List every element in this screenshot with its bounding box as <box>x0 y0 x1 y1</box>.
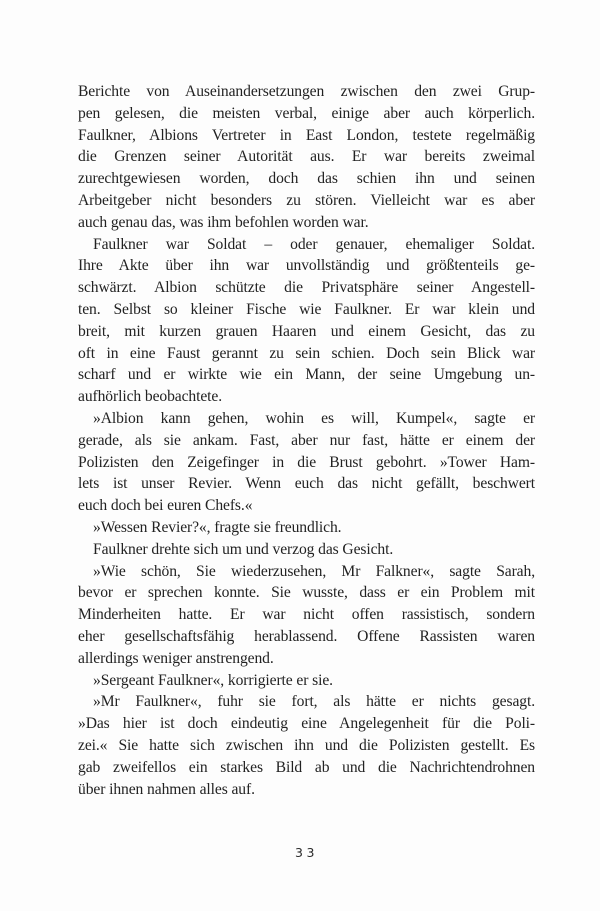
text-line: Arbeitgeber nicht besonders zu stören. Vielleicht war es aber <box>78 191 535 209</box>
text-line: Ihre Akte über ihn war unvollständig und größtenteils ge- <box>78 257 535 275</box>
text-line: »Mr Faulkner«, fuhr sie fort, als hätte er nichts gesagt. <box>93 693 535 711</box>
text-line: pen gelesen, die meisten verbal, einige aber auch körperlich. <box>78 104 535 122</box>
text-line: oft in eine Faust gerannt zu sein schien. Doch sein Blick war <box>78 344 535 362</box>
text-line: auch genau das, was ihm befohlen worden war. <box>78 213 369 231</box>
text-line: lets ist unser Revier. Wenn euch das nicht gefällt, beschwert <box>78 475 535 493</box>
text-line: Berichte von Auseinandersetzungen zwischen den zwei Grup- <box>78 83 535 100</box>
text-line: ten. Selbst so kleiner Fische wie Faulkner. Er war klein und <box>78 300 535 318</box>
text-line: »Wessen Revier?«, fragte sie freundlich. <box>93 518 342 536</box>
text-line: gab zweifellos ein starkes Bild ab und die Nachrichtendrohnen <box>78 758 535 776</box>
text-line: bevor er sprechen konnte. Sie wusste, dass er ein Problem mit <box>78 584 535 602</box>
text-line: Faulkner drehte sich um und verzog das Gesicht. <box>93 540 394 558</box>
text-line: schwärzt. Albion schützte die Privatsphäre seiner Angestell- <box>78 279 535 297</box>
text-line: gerade, als sie ankam. Fast, aber nur fast, hätte er einem der <box>78 431 535 449</box>
text-line: eher gesellschaftsfähig herablassend. Offene Rassisten waren <box>78 627 535 645</box>
text-line: zurechtgewiesen worden, doch das schien ihn und seinen <box>78 170 535 188</box>
text-line: über ihnen nahmen alles auf. <box>78 780 255 798</box>
text-line: aufhörlich beobachtete. <box>78 388 223 406</box>
text-line: Faulkner, Albions Vertreter in East London, testete regelmäßig <box>78 126 535 144</box>
text-line: euch doch bei euren Chefs.« <box>78 497 253 515</box>
page-number: 33 <box>295 845 318 860</box>
text-line: Faulkner war Soldat – oder genauer, ehemaliger Soldat. <box>93 235 535 253</box>
text-line: »Sergeant Faulkner«, korrigierte er sie. <box>93 671 333 689</box>
text-line: zei.« Sie hatte sich zwischen ihn und die Polizisten gestellt. Es <box>78 736 535 754</box>
text-line: Polizisten den Zeigefinger in die Brust gebohrt. »Tower Ham- <box>78 453 535 471</box>
text-line: »Das hier ist doch eindeutig eine Angelegenheit für die Poli- <box>78 715 535 733</box>
text-line: »Wie schön, Sie wiederzusehen, Mr Falkner«, sagte Sarah, <box>93 562 535 580</box>
text-line: scharf und er wirkte wie ein Mann, der seine Umgebung un- <box>78 366 535 384</box>
text-line: »Albion kann gehen, wohin es will, Kumpel«, sagte er <box>93 409 535 427</box>
text-line: allerdings weniger anstrengend. <box>78 649 274 667</box>
text-line: Minderheiten hatte. Er war nicht offen rassistisch, sondern <box>78 606 535 624</box>
text-line: die Grenzen seiner Autorität aus. Er war bereits zweimal <box>78 148 535 166</box>
text-line: breit, mit kurzen grauen Haaren und einem Gesicht, das zu <box>78 322 535 340</box>
text-block <box>78 81 535 800</box>
